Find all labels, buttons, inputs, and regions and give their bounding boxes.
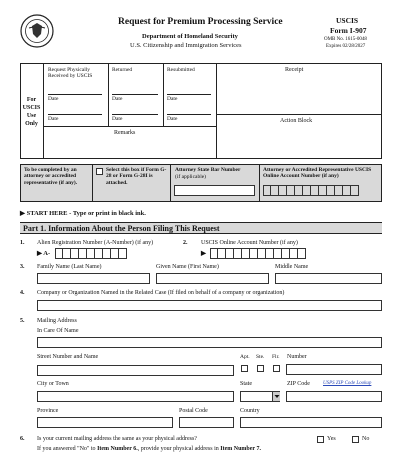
country-input[interactable]: [240, 417, 382, 428]
state-label: State: [240, 381, 252, 387]
street-label: Street Number and Name: [37, 354, 99, 360]
attorney-uscis-account-input[interactable]: [263, 185, 359, 196]
attorney-uscis-account-label: Attorney or Accredited Representative USCIS Online Account Number (if any): [263, 167, 372, 180]
attorney-completed-by: To be completed by an attorney or accredited representative (if any).: [24, 167, 78, 186]
number-label: Number: [287, 354, 307, 360]
bar-number-sub: (if applicable): [175, 174, 206, 180]
g28-checkbox[interactable]: [96, 168, 103, 175]
in-care-of-label: In Care Of Name: [37, 328, 79, 334]
company-label: Company or Organization Named in the Related Case (If filed on behalf of a company or organization): [37, 290, 285, 296]
yes-label: Yes: [327, 436, 336, 442]
chevron-down-icon[interactable]: [272, 392, 280, 401]
form-agency: USCIS: [336, 16, 359, 25]
a-number-input[interactable]: [55, 248, 127, 259]
zip-label: ZIP Code: [287, 381, 310, 387]
q6-followup: If you answered "No" to Item Number 6., provide your physical address in Item Number 7.: [37, 446, 261, 452]
date-label: Date: [167, 96, 178, 102]
flr-checkbox[interactable]: [273, 365, 280, 372]
unit-number-input[interactable]: [286, 364, 382, 375]
company-input[interactable]: [37, 300, 382, 311]
agency: U.S. Citizenship and Immigration Services: [130, 42, 242, 49]
yes-checkbox[interactable]: [317, 436, 324, 443]
department: Department of Homeland Security: [142, 33, 238, 40]
family-name-label: Family Name (Last Name): [37, 264, 102, 270]
date-label: Date: [48, 96, 59, 102]
dhs-seal: [20, 14, 54, 48]
date-label: Date: [48, 116, 59, 122]
q2-number: 2.: [183, 240, 188, 246]
q1-number: 1.: [20, 240, 25, 246]
part1-title: Part 1. Information About the Person Filing This Request: [23, 224, 220, 233]
a-number-prefix: ▶ A-: [37, 250, 51, 257]
form-title: Request for Premium Processing Service: [118, 17, 283, 27]
received-physically-label: Request Physically Received by USCIS: [48, 67, 93, 80]
city-label: City or Town: [37, 381, 69, 387]
returned-label: Returned: [112, 67, 133, 73]
uscis-side-label: For USCIS Use Only: [22, 97, 41, 128]
zip-input[interactable]: [286, 391, 382, 402]
bar-number-label: Attorney State Bar Number: [175, 167, 241, 173]
bar-number-input[interactable]: [174, 185, 255, 196]
q5-number: 5.: [20, 318, 25, 324]
date-label: Date: [112, 96, 123, 102]
action-block-label: Action Block: [280, 118, 313, 124]
no-label: No: [362, 436, 370, 442]
resubmitted-label: Resubmitted: [167, 67, 195, 73]
arrow-icon: ▶: [201, 250, 206, 257]
date-label: Date: [167, 116, 178, 122]
g28-select-label: Select this box if Form G-28 or Form G-28I is attached.: [106, 167, 167, 186]
given-name-input[interactable]: [156, 273, 269, 284]
flr-label: Flr.: [272, 354, 280, 360]
apt-checkbox[interactable]: [241, 365, 248, 372]
city-input[interactable]: [37, 391, 234, 402]
country-label: Country: [240, 408, 260, 414]
q6-number: 6.: [20, 436, 25, 442]
in-care-of-input[interactable]: [37, 337, 382, 348]
zip-lookup-link[interactable]: USPS ZIP Code Lookup: [323, 381, 372, 386]
apt-label: Apt.: [240, 354, 250, 360]
postal-code-label: Postal Code: [179, 408, 208, 414]
omb-number: OMB No. 1615-0048: [324, 37, 367, 42]
given-name-label: Given Name (First Name): [156, 264, 219, 270]
remarks-label: Remarks: [114, 130, 136, 136]
middle-name-input[interactable]: [275, 273, 382, 284]
same-address-question: Is your current mailing address the same as your physical address?: [37, 436, 197, 442]
date-label: Date: [112, 116, 123, 122]
mailing-address-label: Mailing Address: [37, 318, 77, 324]
street-input[interactable]: [37, 365, 234, 376]
a-number-label: Alien Registration Number (A-Number) (if any): [37, 240, 154, 246]
no-checkbox[interactable]: [352, 436, 359, 443]
expiration-date: Expires 02/28/2027: [326, 44, 366, 49]
q3-number: 3.: [20, 264, 25, 270]
receipt-label: Receipt: [285, 67, 304, 73]
family-name-input[interactable]: [37, 273, 150, 284]
ste-label: Ste.: [256, 354, 265, 360]
uscis-account-label: USCIS Online Account Number (if any): [201, 240, 298, 246]
middle-name-label: Middle Name: [275, 264, 309, 270]
q4-number: 4.: [20, 290, 25, 296]
province-label: Province: [37, 408, 59, 414]
uscis-account-input[interactable]: [210, 248, 306, 259]
province-input[interactable]: [37, 417, 173, 428]
postal-code-input[interactable]: [179, 417, 234, 428]
ste-checkbox[interactable]: [257, 365, 264, 372]
start-here: ▶ START HERE - Type or print in black ink.: [20, 210, 146, 217]
form-number: Form I-907: [330, 26, 367, 35]
